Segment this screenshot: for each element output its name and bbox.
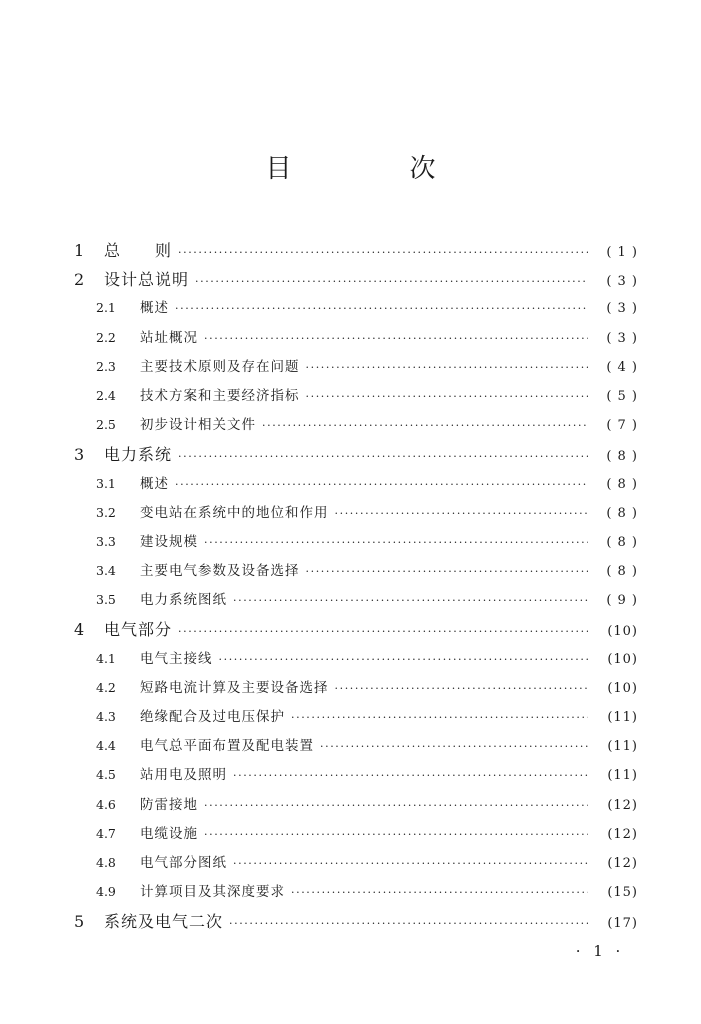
- dot-leader: [320, 740, 588, 753]
- toc-entry-title: 短路电流计算及主要设备选择: [140, 679, 329, 696]
- page-title: 目 次: [265, 154, 482, 184]
- toc-entry-page: ( 3 ): [606, 330, 638, 346]
- toc-entry[interactable]: [74, 472, 638, 501]
- toc-entry[interactable]: [74, 851, 638, 880]
- toc-entry-title: 电气部分图纸: [140, 854, 227, 871]
- toc-entry-number: 3.2: [96, 504, 116, 520]
- toc-entry-number: 4.1: [96, 650, 116, 666]
- toc-entry[interactable]: [74, 909, 638, 938]
- toc-entry-title: 电气主接线: [140, 650, 213, 667]
- toc-entry-title: 计算项目及其深度要求: [140, 884, 285, 901]
- toc-entry-number: 3.5: [96, 592, 116, 608]
- toc-entry[interactable]: [74, 559, 638, 588]
- dot-leader: [233, 594, 588, 607]
- toc-entry[interactable]: [74, 296, 638, 325]
- toc-entry-number: 4.4: [96, 738, 116, 754]
- toc-entry-page: ( 8 ): [606, 534, 638, 550]
- toc-entry-page: (10): [607, 624, 638, 640]
- toc-entry[interactable]: [74, 355, 638, 384]
- toc-entry[interactable]: [74, 734, 638, 763]
- toc-entry-number: 4.6: [96, 796, 116, 812]
- toc-entry[interactable]: [74, 676, 638, 705]
- dot-leader: [178, 450, 588, 463]
- toc-entry-page: ( 4 ): [606, 359, 638, 375]
- table-of-contents: [74, 238, 638, 939]
- toc-entry-page: ( 8 ): [606, 505, 638, 521]
- toc-entry-page: (11): [607, 739, 638, 755]
- toc-entry[interactable]: [74, 647, 638, 676]
- toc-entry-page: (11): [607, 768, 638, 784]
- dot-leader: [306, 361, 589, 374]
- toc-entry-number: 3.3: [96, 533, 116, 549]
- toc-entry-number: 5: [74, 912, 85, 932]
- toc-entry-title: 设计总说明: [104, 270, 190, 290]
- toc-entry[interactable]: [74, 793, 638, 822]
- toc-entry-page: (12): [607, 797, 638, 813]
- toc-entry-number: 2.3: [96, 358, 116, 374]
- toc-entry-number: 1: [74, 241, 85, 260]
- toc-entry-title: 系统及电气二次: [104, 912, 224, 932]
- toc-entry-title: 主要电气参数及设备选择: [140, 563, 300, 580]
- toc-entry-page: ( 8 ): [606, 449, 638, 465]
- toc-entry-title: 初步设计相关文件: [140, 417, 256, 434]
- toc-entry-number: 2: [74, 270, 85, 290]
- toc-entry[interactable]: [74, 442, 638, 471]
- dot-leader: [291, 886, 588, 899]
- toc-entry-page: (10): [607, 651, 638, 667]
- dot-leader: [175, 302, 588, 315]
- toc-entry-page: (12): [607, 826, 638, 842]
- toc-entry[interactable]: [74, 267, 638, 296]
- dot-leader: [335, 682, 589, 695]
- toc-entry-number: 4.7: [96, 825, 116, 841]
- toc-entry-title: 技术方案和主要经济指标: [140, 387, 300, 404]
- toc-entry-number: 4.2: [96, 679, 116, 695]
- dot-leader: [204, 828, 588, 841]
- toc-entry[interactable]: [74, 238, 638, 267]
- toc-entry-title: 概述: [140, 475, 169, 492]
- dot-leader: [204, 799, 588, 812]
- toc-entry-page: ( 3 ): [606, 301, 638, 317]
- dot-leader: [233, 857, 588, 870]
- toc-entry-title: 电气总平面布置及配电装置: [140, 738, 314, 755]
- dot-leader: [233, 769, 588, 782]
- toc-entry[interactable]: [74, 880, 638, 909]
- toc-entry-number: 2.5: [96, 417, 116, 433]
- toc-entry-page: (15): [607, 885, 638, 901]
- toc-entry[interactable]: [74, 763, 638, 792]
- toc-entry[interactable]: [74, 413, 638, 442]
- toc-entry-page: (12): [607, 855, 638, 871]
- dot-leader: [262, 419, 588, 432]
- toc-entry-page: (10): [607, 680, 638, 696]
- toc-entry-title: 建设规模: [140, 533, 198, 550]
- dot-leader: [178, 625, 588, 638]
- dot-leader: [219, 653, 589, 666]
- toc-entry-number: 2.4: [96, 387, 116, 403]
- toc-entry-title: 概述: [140, 300, 169, 317]
- toc-entry-page: ( 3 ): [606, 274, 638, 290]
- toc-entry-title: 站址概况: [140, 329, 198, 346]
- dot-leader: [229, 917, 588, 930]
- toc-entry-page: ( 8 ): [606, 476, 638, 492]
- toc-entry-number: 3.1: [96, 475, 116, 491]
- toc-entry[interactable]: [74, 384, 638, 413]
- toc-entry-number: 3: [74, 445, 85, 465]
- toc-entry-title: 绝缘配合及过电压保护: [140, 709, 285, 725]
- dot-leader: [175, 478, 588, 491]
- toc-entry[interactable]: [74, 501, 638, 530]
- toc-entry-title: 总 则: [104, 241, 173, 260]
- toc-entry-title: 站用电及照明: [140, 767, 227, 784]
- toc-entry-number: 4.9: [96, 884, 116, 900]
- toc-entry-title: 电力系统: [104, 445, 173, 465]
- dot-leader: [306, 390, 589, 403]
- toc-entry-number: 2.1: [96, 300, 116, 316]
- dot-leader: [178, 246, 588, 259]
- dot-leader: [306, 565, 589, 578]
- toc-entry-number: 4.5: [96, 767, 116, 783]
- page-number: · 1 ·: [575, 942, 625, 960]
- toc-entry-number: 3.4: [96, 563, 116, 579]
- dot-leader: [335, 507, 589, 520]
- toc-entry-number: 4.3: [96, 709, 116, 724]
- toc-entry-number: 4.8: [96, 854, 116, 870]
- dot-leader: [204, 332, 588, 345]
- toc-entry-page: ( 9 ): [606, 593, 638, 609]
- dot-leader: [291, 711, 588, 724]
- toc-entry-title: 电缆设施: [140, 825, 198, 842]
- toc-entry-page: ( 8 ): [606, 564, 638, 580]
- toc-entry[interactable]: [74, 588, 638, 617]
- toc-entry-title: 电气部分: [104, 620, 173, 640]
- toc-entry[interactable]: [74, 822, 638, 851]
- toc-entry-page: (11): [607, 710, 638, 725]
- toc-entry[interactable]: [74, 617, 638, 646]
- toc-entry[interactable]: [74, 530, 638, 559]
- dot-leader: [195, 275, 588, 288]
- toc-entry-title: 变电站在系统中的地位和作用: [140, 504, 329, 521]
- toc-entry-number: 2.2: [96, 329, 116, 345]
- toc-entry-page: (17): [607, 916, 638, 932]
- toc-entry-title: 电力系统图纸: [140, 592, 227, 609]
- toc-entry-title: 防雷接地: [140, 796, 198, 813]
- toc-entry[interactable]: [74, 705, 638, 734]
- toc-entry[interactable]: [74, 326, 638, 355]
- toc-entry-page: ( 1 ): [606, 245, 638, 260]
- toc-entry-page: ( 5 ): [606, 388, 638, 404]
- toc-entry-page: ( 7 ): [606, 418, 638, 434]
- toc-entry-number: 4: [74, 620, 85, 640]
- toc-entry-title: 主要技术原则及存在问题: [140, 358, 300, 375]
- dot-leader: [204, 536, 588, 549]
